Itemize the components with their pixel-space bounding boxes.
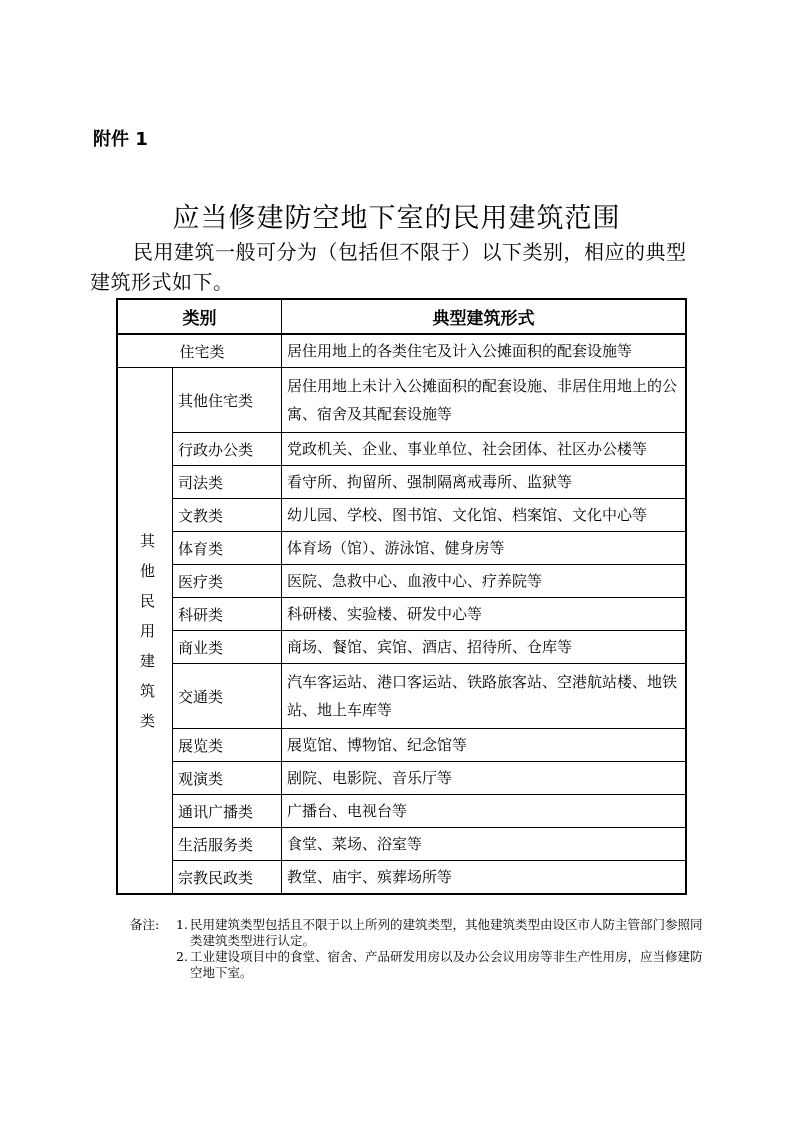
group-label-cell xyxy=(117,368,173,895)
table-row xyxy=(117,861,686,895)
forms-cell: 汽车客运站、港口客运站、铁路旅客站、空港航站楼、地铁站、地上车库等 xyxy=(282,664,687,729)
forms-cell: 党政机关、企业、事业单位、社会团体、社区办公楼等 xyxy=(282,433,687,466)
header-category: 类别 xyxy=(117,299,282,334)
table-row xyxy=(117,466,686,499)
table-header-row xyxy=(117,299,686,334)
table-row xyxy=(117,828,686,861)
table-row xyxy=(117,532,686,565)
category-cell: 司法类 xyxy=(173,466,282,499)
category-cell: 通讯广播类 xyxy=(173,795,282,828)
forms-cell: 广播台、电视台等 xyxy=(282,795,687,828)
notes-lead: 备注: xyxy=(130,917,160,932)
note-text: 民用建筑类型包括且不限于以上所列的建筑类型，其他建筑类型由设区市人防主管部门参照同类建筑类型进行认定。 xyxy=(190,917,703,948)
category-cell: 医疗类 xyxy=(173,565,282,598)
table-row xyxy=(117,729,686,762)
forms-cell: 医院、急救中心、血液中心、疗养院等 xyxy=(282,565,687,598)
forms-cell: 居住用地上未计入公摊面积的配套设施、非居住用地上的公寓、宿舍及其配套设施等 xyxy=(282,368,687,433)
category-cell: 交通类 xyxy=(173,664,282,729)
group-label: 其他民用建筑类 xyxy=(139,531,155,730)
table-row xyxy=(117,631,686,664)
category-cell: 宗教民政类 xyxy=(173,861,282,895)
table-row xyxy=(117,598,686,631)
header-forms: 典型建筑形式 xyxy=(282,299,687,334)
category-cell: 展览类 xyxy=(173,729,282,762)
forms-cell: 商场、餐馆、宾馆、酒店、招待所、仓库等 xyxy=(282,631,687,664)
forms-cell: 科研楼、实验楼、研发中心等 xyxy=(282,598,687,631)
table-row xyxy=(117,368,686,433)
attachment-label: 附件 1 xyxy=(93,129,148,150)
forms-cell: 幼儿园、学校、图书馆、文化馆、档案馆、文化中心等 xyxy=(282,499,687,532)
forms-cell: 剧院、电影院、音乐厅等 xyxy=(282,762,687,795)
note-item xyxy=(130,949,710,981)
table-row xyxy=(117,499,686,532)
forms-cell: 食堂、菜场、浴室等 xyxy=(282,828,687,861)
page-title: 应当修建防空地下室的民用建筑范围 xyxy=(172,203,621,234)
forms-cell: 体育场（馆）、游泳馆、健身房等 xyxy=(282,532,687,565)
note-number: 2. xyxy=(176,949,188,964)
category-cell: 科研类 xyxy=(173,598,282,631)
table-row xyxy=(117,664,686,729)
note-number: 1. xyxy=(176,917,188,932)
forms-cell: 居住用地上的各类住宅及计入公摊面积的配套设施等 xyxy=(282,334,687,368)
notes-section xyxy=(130,917,710,981)
forms-cell: 展览馆、博物馆、纪念馆等 xyxy=(282,729,687,762)
forms-cell: 看守所、拘留所、强制隔离戒毒所、监狱等 xyxy=(282,466,687,499)
intro-paragraph: 民用建筑一般可分为（包括但不限于）以下类别，相应的典型建筑形式如下。 xyxy=(90,240,687,294)
category-cell: 观演类 xyxy=(173,762,282,795)
category-cell: 生活服务类 xyxy=(173,828,282,861)
table-row xyxy=(117,762,686,795)
category-cell: 行政办公类 xyxy=(173,433,282,466)
category-cell: 文教类 xyxy=(173,499,282,532)
category-cell: 其他住宅类 xyxy=(173,368,282,433)
forms-cell: 教堂、庙宇、殡葬场所等 xyxy=(282,861,687,895)
note-item xyxy=(130,917,710,949)
category-cell: 商业类 xyxy=(173,631,282,664)
category-cell: 体育类 xyxy=(173,532,282,565)
table-row xyxy=(117,565,686,598)
note-text: 工业建设项目中的食堂、宿舍、产品研发用房以及办公会议用房等非生产性用房，应当修建防空地下室。 xyxy=(190,949,703,980)
table-row xyxy=(117,433,686,466)
category-cell: 住宅类 xyxy=(117,334,282,368)
table-row xyxy=(117,334,686,368)
building-scope-table xyxy=(116,298,687,895)
table-row xyxy=(117,795,686,828)
